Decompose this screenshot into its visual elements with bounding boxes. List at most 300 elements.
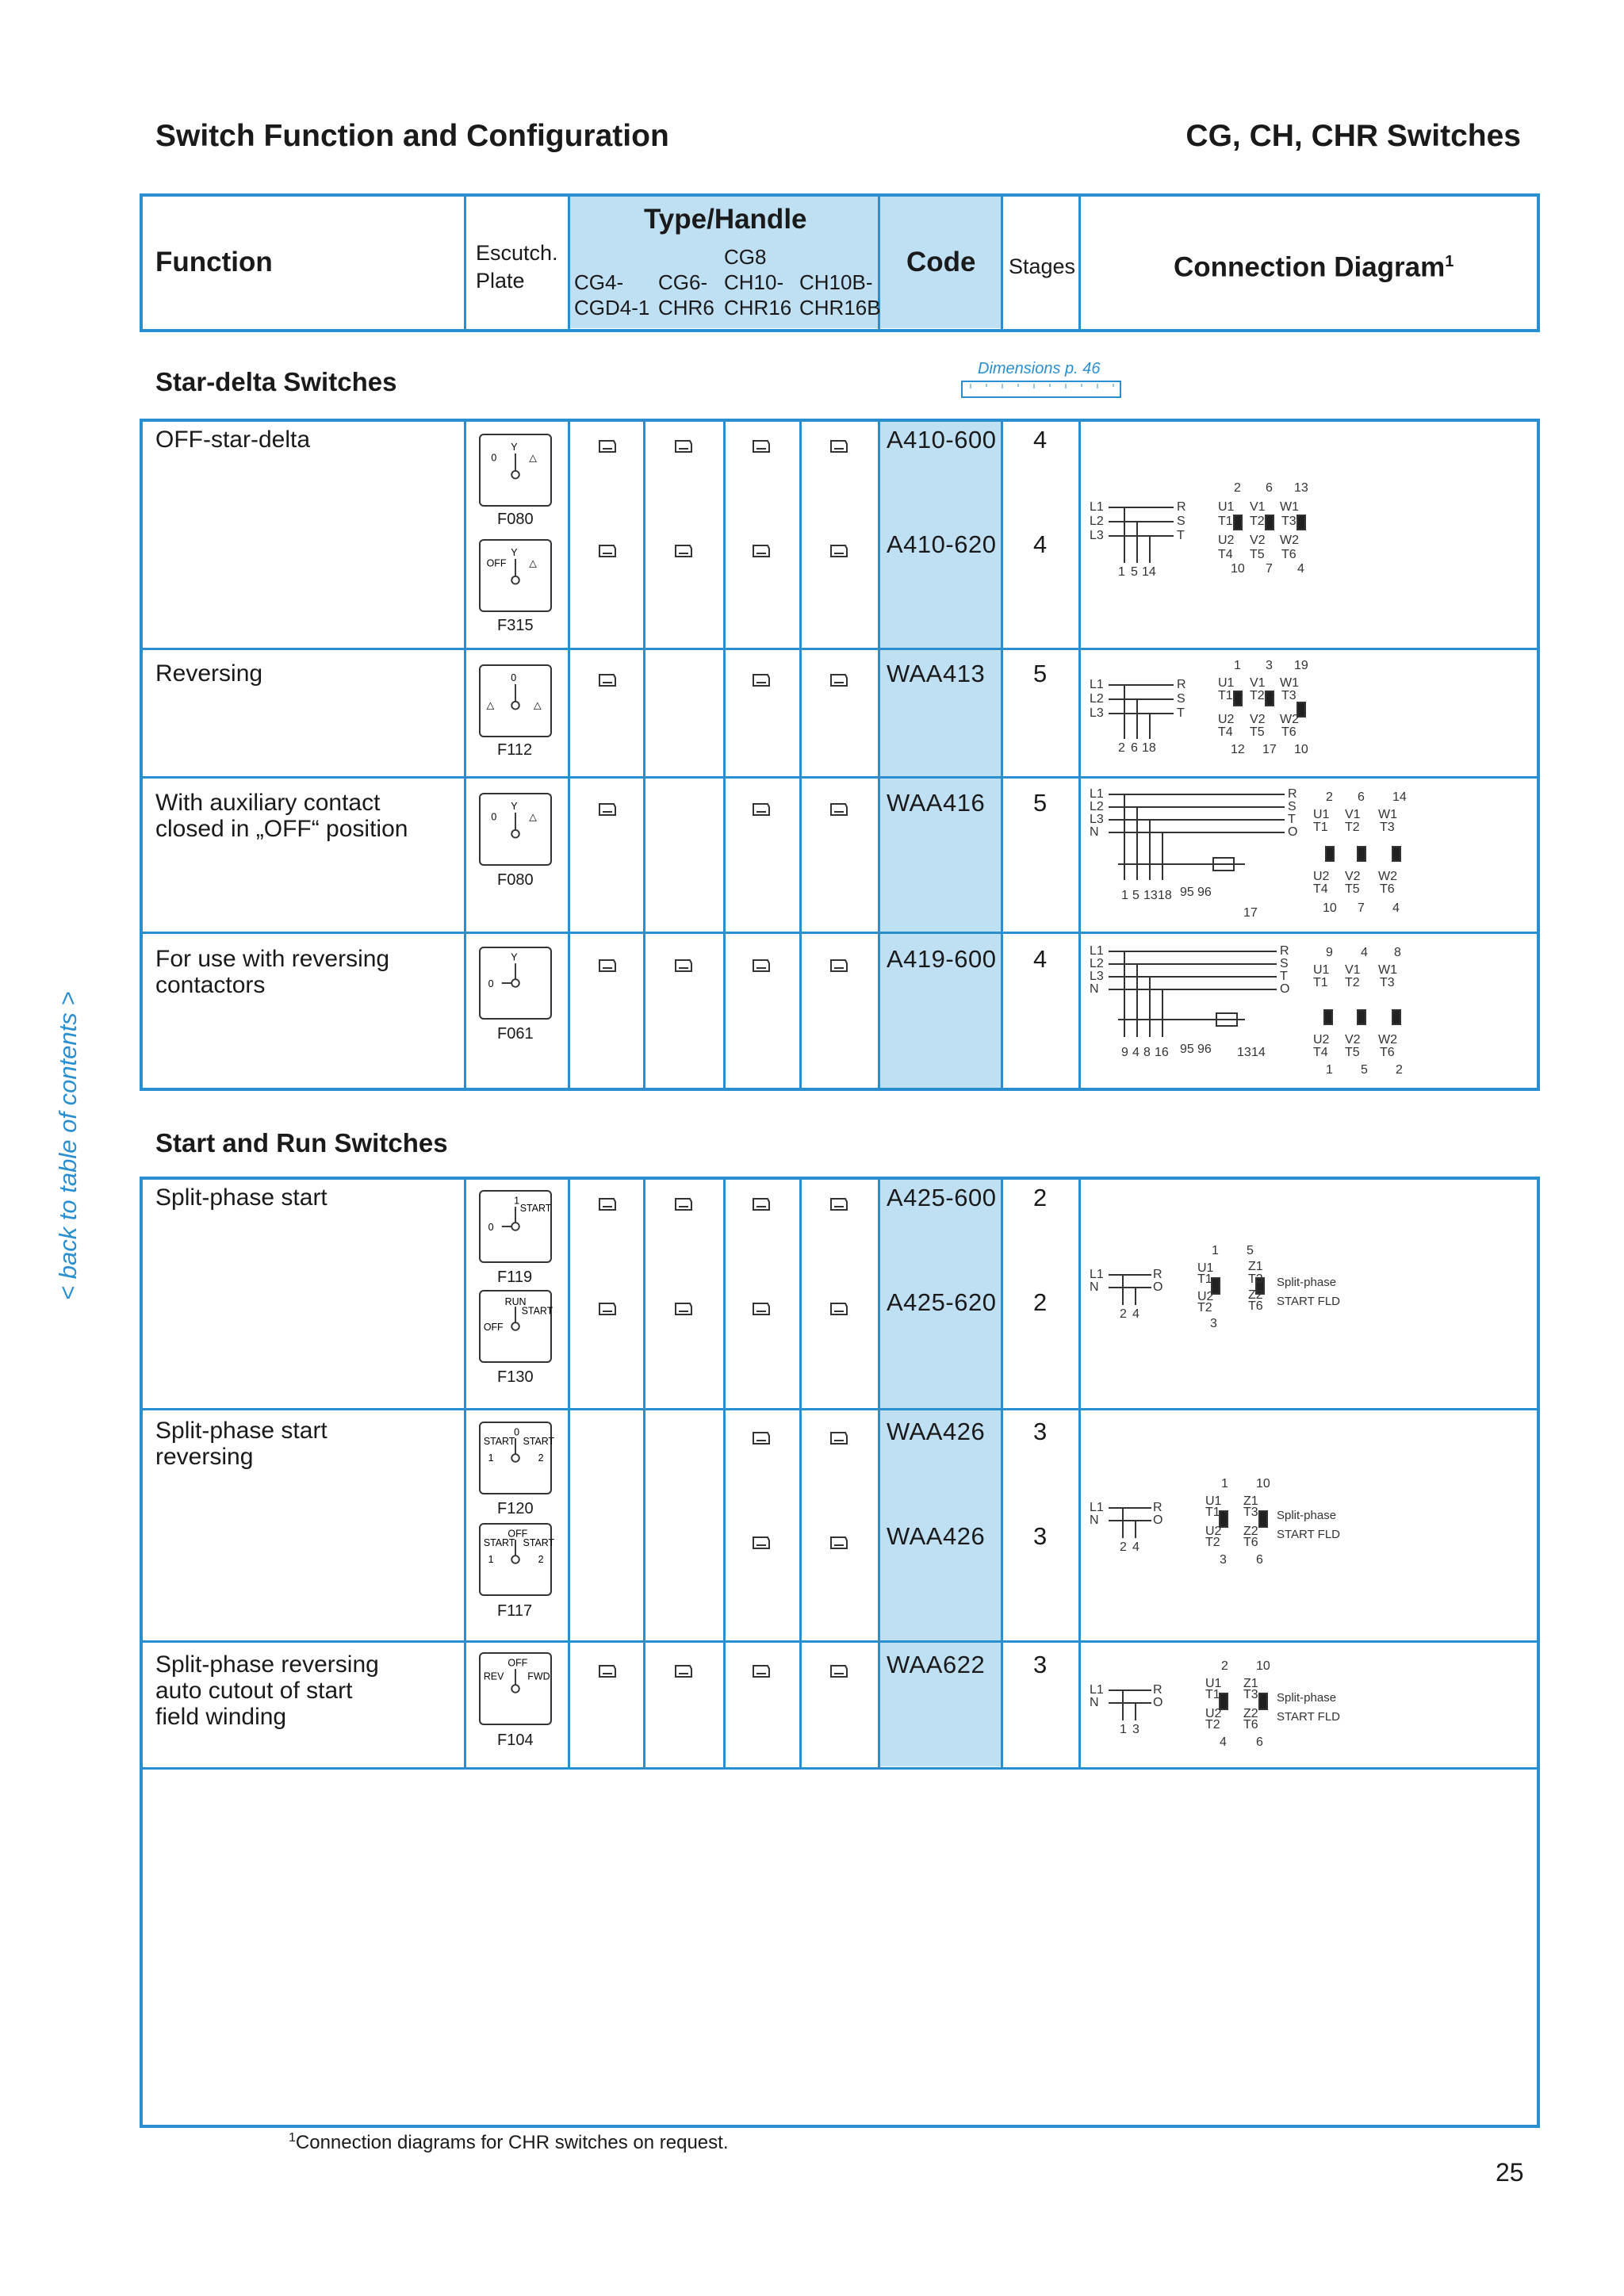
svg-text:T1: T1: [1197, 1272, 1212, 1286]
svg-text:N: N: [1090, 1696, 1099, 1709]
handle-icon: [751, 1534, 772, 1552]
handle-icon: [673, 542, 694, 560]
svg-text:R: R: [1177, 500, 1186, 514]
svg-text:5: 5: [1247, 1244, 1254, 1257]
svg-text:V2: V2: [1250, 534, 1266, 547]
svg-text:L2: L2: [1090, 515, 1104, 528]
svg-text:T3: T3: [1380, 976, 1395, 989]
svg-text:V2: V2: [1345, 1033, 1361, 1047]
plate-code: F117: [497, 1602, 533, 1620]
handle-icon: [597, 438, 618, 455]
svg-text:16: 16: [1155, 1046, 1169, 1059]
svg-text:T6: T6: [1281, 548, 1297, 561]
ruler-icon: [961, 381, 1121, 398]
svg-text:L1: L1: [1090, 500, 1104, 514]
svg-text:T3: T3: [1248, 1272, 1263, 1286]
svg-text:10: 10: [1231, 562, 1245, 576]
svg-text:T5: T5: [1345, 1046, 1360, 1059]
row-function: OFF-star-delta: [155, 427, 311, 453]
product-code: WAA426: [887, 1522, 986, 1550]
diagram-label: START FLD: [1277, 1295, 1341, 1308]
svg-text:T6: T6: [1281, 725, 1297, 739]
svg-text:2: 2: [1221, 1659, 1228, 1673]
row-function: Split-phase reversing auto cutout of start field winding: [155, 1651, 379, 1730]
svg-text:V1: V1: [1250, 500, 1266, 514]
svg-text:L1: L1: [1090, 944, 1104, 958]
row-function: For use with reversing contactors: [155, 946, 390, 998]
handle-icon: [751, 1300, 772, 1318]
escutcheon-plate: [479, 539, 552, 612]
code-header: Code: [906, 247, 976, 277]
svg-text:Z2: Z2: [1243, 1707, 1258, 1720]
svg-text:W2: W2: [1378, 1033, 1397, 1047]
escutcheon-plate: [479, 664, 552, 737]
svg-text:U1: U1: [1197, 1261, 1214, 1275]
type-handle-header: Type/Handle: [644, 204, 807, 235]
svg-text:W2: W2: [1280, 713, 1299, 726]
svg-text:1: 1: [1212, 1244, 1219, 1257]
svg-text:N: N: [1090, 1280, 1099, 1294]
svg-text:10: 10: [1256, 1477, 1270, 1490]
svg-text:2: 2: [1118, 741, 1125, 755]
svg-text:3: 3: [1132, 1723, 1139, 1736]
svg-text:2: 2: [1120, 1540, 1127, 1554]
handle-icon: [751, 542, 772, 560]
svg-text:T6: T6: [1380, 1046, 1395, 1059]
svg-text:T1: T1: [1313, 821, 1328, 834]
svg-text:T6: T6: [1243, 1718, 1258, 1732]
svg-text:U1: U1: [1205, 1677, 1222, 1690]
svg-text:14: 14: [1392, 790, 1407, 804]
row-function: Split-phase start: [155, 1184, 327, 1211]
handle-icon: [751, 801, 772, 818]
svg-text:4: 4: [1361, 946, 1368, 959]
svg-text:Z1: Z1: [1243, 1677, 1258, 1690]
svg-text:14: 14: [1142, 565, 1156, 579]
handle-icon: [829, 1196, 849, 1213]
svg-text:R: R: [1153, 1268, 1162, 1281]
svg-text:4: 4: [1297, 562, 1304, 576]
svg-text:T: T: [1280, 970, 1288, 983]
handle-icon: [751, 1429, 772, 1447]
connection-diagram-split-phase-reversing: [1086, 1475, 1372, 1578]
handle-icon: [597, 1663, 618, 1680]
svg-text:2: 2: [538, 1553, 544, 1565]
svg-text:△: △: [529, 452, 537, 464]
dimensions-link[interactable]: Dimensions p. 46: [978, 360, 1101, 377]
svg-text:9: 9: [1121, 1046, 1128, 1059]
svg-text:T1: T1: [1313, 976, 1328, 989]
connection-diagram-star-delta: [1086, 476, 1340, 587]
svg-text:7: 7: [1266, 562, 1273, 576]
handle-icon: [751, 957, 772, 974]
svg-text:T2: T2: [1197, 1301, 1212, 1314]
svg-text:O: O: [1153, 1696, 1163, 1709]
escutch-header-line2: Plate: [476, 269, 525, 293]
svg-text:2: 2: [1326, 790, 1333, 804]
svg-text:△: △: [486, 699, 495, 711]
svg-text:T5: T5: [1250, 548, 1265, 561]
svg-text:1: 1: [488, 1553, 494, 1565]
page-title: Switch Function and Configuration: [155, 119, 669, 153]
svg-text:V1: V1: [1345, 963, 1361, 977]
stage-count: 3: [1033, 1418, 1048, 1445]
plate-code: F080: [497, 511, 534, 528]
svg-text:W2: W2: [1280, 534, 1299, 547]
page-number: 25: [1496, 2158, 1524, 2187]
svg-text:T: T: [1288, 813, 1296, 826]
svg-text:V1: V1: [1250, 676, 1266, 690]
svg-text:N: N: [1090, 982, 1099, 996]
plate-code: F315: [497, 617, 534, 634]
svg-text:START: START: [523, 1536, 555, 1548]
escutcheon-plate: [479, 1652, 552, 1725]
svg-text:3: 3: [1210, 1317, 1217, 1330]
svg-text:T1: T1: [1205, 1506, 1220, 1519]
svg-text:1: 1: [1118, 565, 1125, 579]
stage-count: 3: [1033, 1651, 1048, 1678]
svg-text:T: T: [1177, 529, 1185, 542]
svg-text:△: △: [529, 811, 537, 823]
svg-text:T2: T2: [1345, 821, 1360, 834]
svg-text:17: 17: [1262, 743, 1277, 756]
svg-text:T4: T4: [1313, 882, 1328, 896]
col-cg8-header: CG8 CH10- CHR16: [724, 245, 792, 320]
svg-text:L3: L3: [1090, 813, 1104, 826]
handle-icon: [751, 438, 772, 455]
plate-code: F119: [497, 1269, 533, 1286]
svg-text:T3: T3: [1243, 1688, 1258, 1701]
svg-text:9: 9: [1326, 946, 1333, 959]
svg-text:0: 0: [488, 1221, 494, 1233]
svg-text:OFF: OFF: [508, 1657, 528, 1669]
svg-text:Y: Y: [511, 801, 518, 813]
handle-icon: [751, 672, 772, 689]
svg-text:96: 96: [1197, 886, 1212, 899]
svg-text:△: △: [533, 699, 542, 711]
svg-text:O: O: [1280, 982, 1290, 996]
product-code: A410-600: [887, 426, 997, 453]
svg-text:O: O: [1288, 825, 1298, 839]
connection-diagram-split-phase-cutout: [1086, 1657, 1372, 1760]
handle-icon: [597, 801, 618, 818]
product-code: WAA416: [887, 789, 986, 817]
svg-text:W1: W1: [1280, 500, 1299, 514]
svg-text:T2: T2: [1250, 689, 1265, 702]
handle-icon: [597, 957, 618, 974]
svg-text:U2: U2: [1205, 1707, 1222, 1720]
svg-text:4: 4: [1392, 901, 1400, 915]
svg-text:O: O: [1153, 1513, 1163, 1527]
product-code: WAA622: [887, 1651, 986, 1678]
svg-text:V2: V2: [1250, 713, 1266, 726]
svg-text:V2: V2: [1345, 870, 1361, 883]
svg-text:10: 10: [1323, 901, 1337, 915]
escutcheon-plate: [479, 793, 552, 866]
svg-text:OFF: OFF: [486, 557, 507, 569]
svg-text:Z1: Z1: [1243, 1494, 1258, 1508]
svg-text:Z1: Z1: [1248, 1260, 1263, 1273]
svg-text:T3: T3: [1380, 821, 1395, 834]
svg-text:T2: T2: [1205, 1718, 1220, 1732]
svg-text:2: 2: [1234, 481, 1241, 495]
handle-icon: [829, 1429, 849, 1447]
handle-icon: [673, 1663, 694, 1680]
row-function: Split-phase start reversing: [155, 1418, 327, 1470]
svg-text:T3: T3: [1281, 515, 1297, 528]
svg-text:T6: T6: [1248, 1299, 1263, 1313]
svg-text:U1: U1: [1218, 676, 1235, 690]
col-cg6-header: CG6- CHR6: [658, 270, 714, 320]
stage-count: 3: [1033, 1522, 1048, 1550]
product-code: A410-620: [887, 530, 997, 558]
diagram-label: START FLD: [1277, 1528, 1341, 1541]
connection-diagram-auxiliary: [1086, 785, 1419, 928]
handle-icon: [673, 438, 694, 455]
svg-text:8: 8: [1394, 946, 1401, 959]
svg-text:T2: T2: [1250, 515, 1265, 528]
svg-text:W2: W2: [1378, 870, 1397, 883]
diagram-label: START FLD: [1277, 1710, 1341, 1724]
escutcheon-plate: [479, 947, 552, 1020]
svg-text:0: 0: [488, 978, 494, 989]
svg-text:U2: U2: [1218, 713, 1235, 726]
svg-text:6: 6: [1358, 790, 1365, 804]
handle-icon: [829, 672, 849, 689]
svg-text:W1: W1: [1280, 676, 1299, 690]
connection-diagram-reversing: [1086, 660, 1340, 771]
svg-text:2: 2: [538, 1452, 544, 1464]
svg-text:17: 17: [1243, 906, 1258, 920]
handle-icon: [829, 1534, 849, 1552]
escutcheon-plate: [479, 1523, 555, 1596]
product-title: CG, CH, CHR Switches: [1185, 119, 1521, 153]
svg-text:4: 4: [1132, 1046, 1139, 1059]
svg-text:U2: U2: [1205, 1525, 1222, 1538]
diagram-label: Split-phase: [1277, 1691, 1337, 1705]
svg-text:V1: V1: [1345, 808, 1361, 821]
escutcheon-plate: [479, 434, 552, 507]
svg-text:8: 8: [1143, 1046, 1151, 1059]
handle-icon: [597, 542, 618, 560]
svg-text:1: 1: [1121, 889, 1128, 902]
svg-text:T2: T2: [1205, 1536, 1220, 1549]
handle-icon: [829, 801, 849, 818]
stage-count: 4: [1033, 945, 1048, 973]
svg-text:L2: L2: [1090, 692, 1104, 706]
svg-text:18: 18: [1142, 741, 1156, 755]
svg-text:T: T: [1177, 706, 1185, 720]
svg-text:W1: W1: [1378, 808, 1397, 821]
product-code: A419-600: [887, 945, 997, 973]
svg-text:Z2: Z2: [1243, 1525, 1258, 1538]
product-code: A425-620: [887, 1288, 997, 1316]
svg-text:5: 5: [1132, 889, 1139, 902]
svg-text:1: 1: [1120, 1723, 1127, 1736]
diagram-label: Split-phase: [1277, 1509, 1337, 1522]
svg-text:T2: T2: [1345, 976, 1360, 989]
svg-text:U1: U1: [1218, 500, 1235, 514]
svg-text:5: 5: [1131, 565, 1138, 579]
row-function: With auxiliary contact closed in „OFF“ position: [155, 790, 408, 842]
svg-text:N: N: [1090, 1513, 1099, 1527]
svg-text:4: 4: [1220, 1735, 1227, 1749]
svg-text:T3: T3: [1281, 689, 1297, 702]
svg-text:96: 96: [1197, 1043, 1212, 1056]
svg-text:4: 4: [1132, 1307, 1139, 1321]
svg-text:6: 6: [1131, 741, 1138, 755]
plate-code: F130: [497, 1368, 534, 1386]
svg-text:U2: U2: [1313, 1033, 1330, 1047]
svg-text:START: START: [483, 1435, 515, 1447]
svg-text:FWD: FWD: [527, 1670, 550, 1682]
escutcheon-plate: [479, 1190, 552, 1263]
stage-count: 5: [1033, 789, 1048, 817]
connection-header: Connection Diagram$^1$: [1174, 251, 1454, 283]
col-ch10b-header: CH10B- CHR16B: [799, 270, 881, 320]
svg-text:13: 13: [1294, 481, 1308, 495]
svg-text:S: S: [1288, 800, 1297, 813]
svg-text:1: 1: [1234, 659, 1241, 672]
svg-text:95: 95: [1180, 1043, 1194, 1056]
svg-text:5: 5: [1361, 1063, 1368, 1077]
row-function: Reversing: [155, 660, 263, 687]
connection-diagram-reversing-contactors: [1086, 942, 1419, 1085]
svg-text:START: START: [483, 1536, 515, 1548]
svg-text:T1: T1: [1218, 689, 1233, 702]
svg-text:START: START: [523, 1435, 555, 1447]
plate-code: F104: [497, 1732, 534, 1749]
svg-text:3: 3: [1220, 1553, 1227, 1567]
svg-text:OFF: OFF: [508, 1528, 528, 1540]
svg-text:U2: U2: [1218, 534, 1235, 547]
stages-header: Stages: [1009, 254, 1076, 278]
svg-text:R: R: [1153, 1683, 1162, 1697]
stage-count: 4: [1033, 426, 1048, 453]
handle-icon: [829, 1300, 849, 1318]
escutcheon-plate: [479, 1290, 552, 1363]
svg-text:RUN: RUN: [504, 1296, 527, 1308]
function-header: Function: [155, 247, 273, 277]
svg-text:L3: L3: [1090, 529, 1104, 542]
svg-text:N: N: [1090, 825, 1099, 839]
handle-icon: [829, 1663, 849, 1680]
svg-text:6: 6: [1256, 1735, 1263, 1749]
svg-text:0: 0: [491, 452, 497, 464]
svg-text:L1: L1: [1090, 678, 1104, 691]
escutch-header-line1: Escutch.: [476, 241, 558, 265]
svg-text:T6: T6: [1243, 1536, 1258, 1549]
svg-text:Y: Y: [511, 951, 518, 963]
svg-text:△: △: [529, 557, 537, 569]
handle-icon: [829, 438, 849, 455]
handle-icon: [597, 1196, 618, 1213]
svg-text:U2: U2: [1313, 870, 1330, 883]
stage-count: 2: [1033, 1288, 1048, 1316]
svg-text:R: R: [1280, 944, 1289, 958]
handle-icon: [597, 1300, 618, 1318]
product-code: WAA426: [887, 1418, 986, 1445]
svg-text:S: S: [1177, 515, 1185, 528]
svg-text:START: START: [519, 1202, 552, 1214]
svg-text:10: 10: [1256, 1659, 1270, 1673]
svg-text:R: R: [1153, 1501, 1162, 1514]
svg-text:L1: L1: [1090, 1683, 1104, 1697]
svg-text:O: O: [1153, 1280, 1163, 1294]
svg-text:1: 1: [1221, 1477, 1228, 1490]
plate-code: F080: [497, 871, 534, 889]
svg-text:R: R: [1177, 678, 1186, 691]
svg-text:0: 0: [491, 811, 497, 823]
svg-text:T4: T4: [1218, 725, 1233, 739]
handle-icon: [829, 542, 849, 560]
connection-diagram-split-phase-start: [1086, 1242, 1372, 1337]
svg-text:0: 0: [514, 1426, 520, 1438]
svg-text:T6: T6: [1380, 882, 1395, 896]
svg-text:R: R: [1288, 787, 1297, 801]
section-start-run: Start and Run Switches: [155, 1128, 448, 1158]
handle-icon: [829, 957, 849, 974]
svg-text:START: START: [521, 1305, 553, 1317]
svg-text:6: 6: [1266, 481, 1273, 495]
svg-text:3: 3: [1266, 659, 1273, 672]
stage-count: 2: [1033, 1184, 1048, 1211]
svg-text:L1: L1: [1090, 787, 1104, 801]
section-star-delta: Star-delta Switches: [155, 367, 397, 396]
svg-text:13: 13: [1237, 1046, 1251, 1059]
svg-text:U1: U1: [1205, 1494, 1222, 1508]
svg-text:95: 95: [1180, 886, 1194, 899]
svg-text:U1: U1: [1313, 808, 1330, 821]
svg-text:Y: Y: [511, 442, 518, 453]
svg-text:19: 19: [1294, 659, 1308, 672]
svg-text:T3: T3: [1243, 1506, 1258, 1519]
back-to-toc-link[interactable]: < back to table of contents >: [54, 991, 82, 1300]
svg-text:U2: U2: [1197, 1290, 1214, 1303]
svg-text:0: 0: [511, 672, 517, 684]
svg-text:Z2: Z2: [1248, 1288, 1263, 1302]
svg-text:12: 12: [1231, 743, 1245, 756]
escutcheon-plate: [479, 1422, 555, 1494]
svg-text:13: 13: [1143, 889, 1158, 902]
svg-text:1: 1: [488, 1452, 494, 1464]
svg-text:Y: Y: [511, 547, 518, 559]
handle-icon: [597, 672, 618, 689]
stage-count: 5: [1033, 660, 1048, 687]
svg-text:10: 10: [1294, 743, 1308, 756]
handle-icon: [751, 1663, 772, 1680]
svg-text:T4: T4: [1313, 1046, 1328, 1059]
product-code: WAA413: [887, 660, 986, 687]
svg-text:REV: REV: [483, 1670, 504, 1682]
svg-text:1: 1: [514, 1195, 520, 1207]
footnote: $^1$Connection diagrams for CHR switches on request.: [289, 2131, 729, 2153]
svg-text:L3: L3: [1090, 970, 1104, 983]
product-code: A425-600: [887, 1184, 997, 1211]
handle-icon: [673, 1300, 694, 1318]
svg-text:S: S: [1280, 957, 1289, 970]
stage-count: 4: [1033, 530, 1048, 558]
svg-text:W1: W1: [1378, 963, 1397, 977]
svg-text:14: 14: [1251, 1046, 1266, 1059]
diagram-label: Split-phase: [1277, 1276, 1337, 1289]
svg-text:L3: L3: [1090, 706, 1104, 720]
svg-text:L2: L2: [1090, 800, 1104, 813]
svg-text:L2: L2: [1090, 957, 1104, 970]
svg-text:T5: T5: [1250, 725, 1265, 739]
svg-text:L1: L1: [1090, 1501, 1104, 1514]
col-cg4-header: CG4- CGD4-1: [574, 270, 650, 320]
